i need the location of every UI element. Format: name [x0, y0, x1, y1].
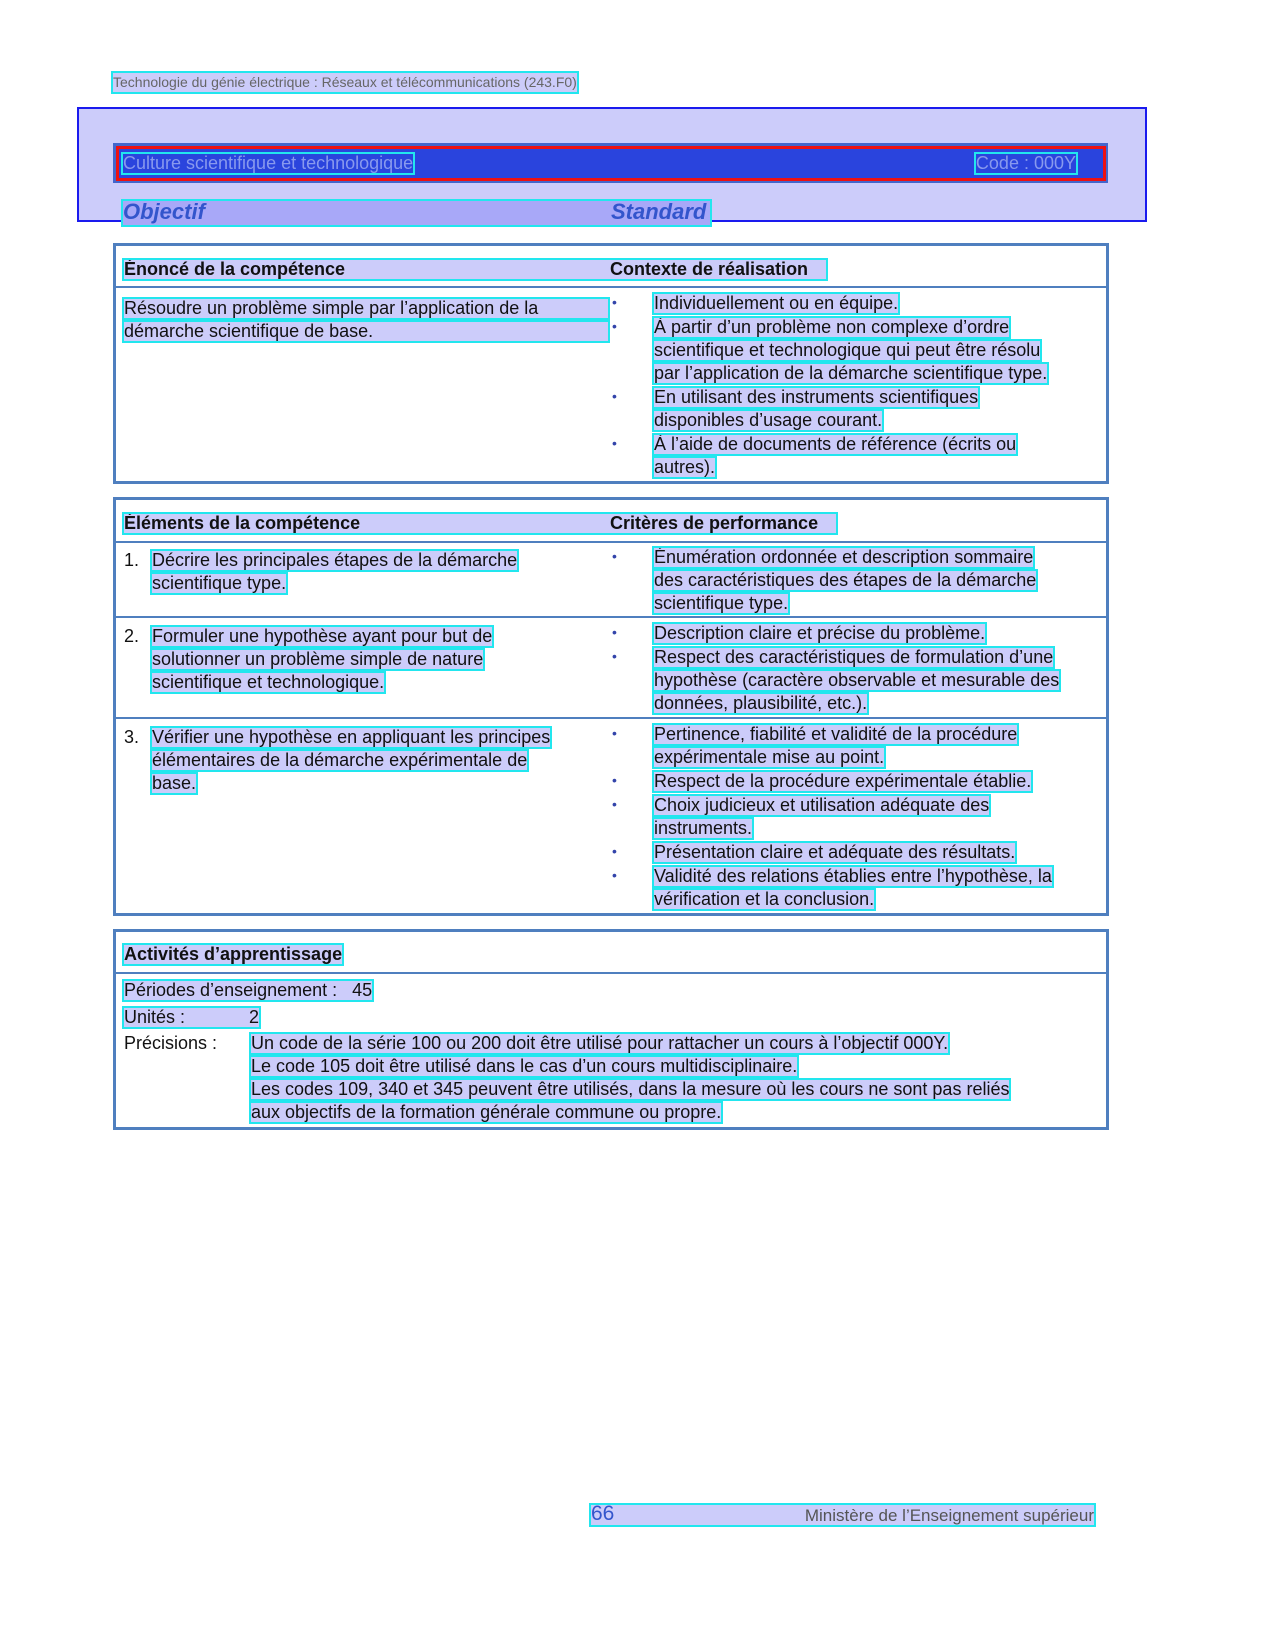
competency-title: Culture scientifique et technologique: [123, 153, 414, 173]
bullet-icon: •: [612, 796, 617, 812]
performance-table: [113, 497, 1109, 916]
precisions-label: Précisions :: [124, 1033, 218, 1053]
element-text: base.: [152, 773, 197, 793]
context-item: Individuellement ou en équipe.: [654, 293, 899, 313]
element-number: 2.: [124, 626, 140, 646]
bullet-icon: •: [612, 624, 617, 640]
context-item: scientifique et technologique qui peut être résolu: [654, 340, 1041, 360]
criteria-header: Critères de performance: [610, 513, 819, 533]
bullet-icon: •: [612, 318, 617, 334]
element-text: Formuler une hypothèse ayant pour but de: [152, 626, 493, 646]
criterion: Énumération ordonnée et description sommaire: [654, 547, 1034, 567]
criterion: données, plausibilité, etc.).: [654, 693, 868, 713]
criterion: instruments.: [654, 818, 753, 838]
criterion: Respect des caractéristiques de formulation d’une: [654, 647, 1054, 667]
criterion: Choix judicieux et utilisation adéquate des: [654, 795, 990, 815]
activities-header: Activités d’apprentissage: [124, 944, 343, 964]
element-text: élémentaires de la démarche expérimentale de: [152, 750, 528, 770]
bullet-icon: •: [612, 435, 617, 451]
context-item: À partir d’un problème non complexe d’ordre: [654, 317, 1010, 337]
bullet-icon: •: [612, 294, 617, 310]
title-bar: [113, 143, 1108, 183]
competency-statement-table: Énoncé de la compétence Contexte de réalisation Résoudre un problème simple par l’application de la démarche scientifique de base. Individuellement ou en équipe. • À partir d’un problème non complexe d’ordre • scientifique et technologique qui peut être résolu par l’application de la démarche scientifique type. En utilisant des instruments scientifiques • disponibles d’usage courant. À l’aide de documents de référence (écrits ou • autres).: [113, 243, 1109, 484]
element-number: 1.: [124, 550, 140, 570]
criterion: Validité des relations établies entre l’hypothèse, la: [654, 866, 1052, 886]
criterion: Pertinence, fiabilité et validité de la procédure: [654, 724, 1018, 744]
criterion: Présentation claire et adéquate des résultats.: [654, 842, 1016, 862]
elements-header: Éléments de la compétence: [124, 513, 361, 533]
context-item: par l’application de la démarche scientifique type.: [654, 363, 1048, 383]
criterion: hypothèse (caractère observable et mesurable des: [654, 670, 1060, 690]
element-number: 3.: [124, 727, 140, 747]
element-text: Décrire les principales étapes de la démarche: [152, 550, 518, 570]
bullet-icon: •: [612, 772, 617, 788]
competency-code: Code : 000Y: [975, 153, 1076, 173]
element-text: scientifique et technologique.: [152, 672, 385, 692]
footer: [591, 1502, 1094, 1525]
bullet-icon: •: [612, 843, 617, 859]
element-text: scientifique type.: [152, 573, 287, 593]
bullet-icon: •: [612, 388, 617, 404]
bullet-icon: •: [612, 648, 617, 664]
program-header: Technologie du génie électrique : Réseaux et télécommunications (243.F0): [113, 74, 577, 90]
context-item: autres).: [654, 457, 716, 477]
column-labels: [123, 201, 710, 225]
standard-label: Standard: [611, 199, 707, 224]
context-header: Contexte de réalisation: [610, 259, 809, 279]
criterion: vérification et la conclusion.: [654, 889, 875, 909]
ministry-name: Ministère de l’Enseignement supérieur: [804, 1506, 1094, 1525]
bullet-icon: •: [612, 725, 617, 741]
bullet-icon: •: [612, 548, 617, 564]
bullet-icon: •: [612, 867, 617, 883]
statement-header: Énoncé de la compétence: [124, 259, 346, 279]
criterion: Respect de la procédure expérimentale établie.: [654, 771, 1032, 791]
criterion: des caractéristiques des étapes de la démarche: [654, 570, 1037, 590]
objectif-label: Objectif: [123, 199, 205, 224]
criterion: Description claire et précise du problème.: [654, 623, 986, 643]
element-text: Vérifier une hypothèse en appliquant les principes: [152, 727, 551, 747]
page-number: 66: [591, 1502, 615, 1525]
units: Unités : 2: [124, 1007, 260, 1027]
element-text: solutionner un problème simple de nature: [152, 649, 484, 669]
periods: Périodes d’enseignement : 45: [124, 980, 373, 1000]
criterion: scientifique type.: [654, 593, 789, 613]
context-item: En utilisant des instruments scientifiques: [654, 387, 979, 407]
criterion: expérimentale mise au point.: [654, 747, 885, 767]
learning-activities-table: Activités d’apprentissage Périodes d’enseignement : 45 Unités : 2 Précisions : Un code de la série 100 ou 200 doit être utilisé pour rattacher un cours à l’objectif 000Y. Le code 105 doit être utilisé dans le cas d’un cours multidisciplinaire. Les codes 109, 340 et 345 peuvent être utilisés, dans la mesure où les cours ne sont pas reliés aux objectifs de la formation générale commune ou propre.: [113, 929, 1109, 1130]
context-item: À l’aide de documents de référence (écrits ou: [654, 434, 1017, 454]
context-item: disponibles d’usage courant.: [654, 410, 883, 430]
